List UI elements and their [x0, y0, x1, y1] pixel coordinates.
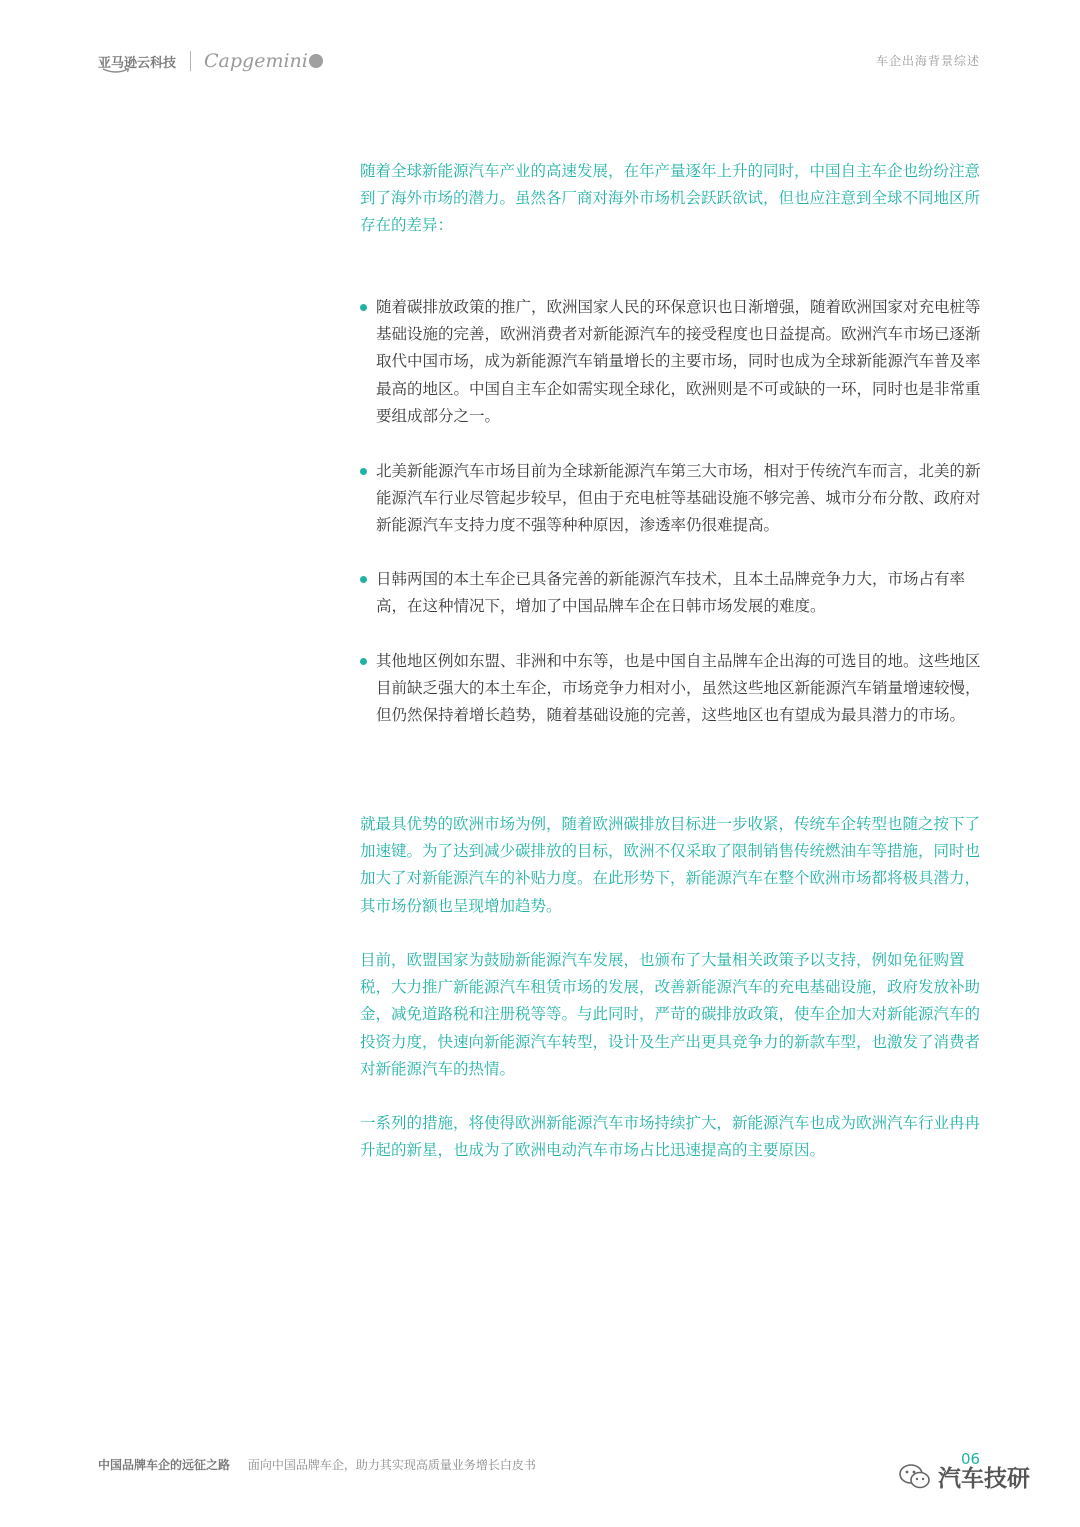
watermark-text: 汽车技研	[938, 1466, 1030, 1492]
bullet-dot-icon	[360, 576, 367, 583]
bullet-dot-icon	[360, 304, 367, 311]
bullet-item-europe	[360, 294, 990, 430]
logo-divider	[190, 51, 191, 71]
section-title: 车企出海背景综述	[875, 54, 980, 68]
eu-policy-paragraph-block	[360, 947, 990, 1083]
bullet-text: 北美新能源汽车市场目前为全球新能源汽车第三大市场，相对于传统汽车而言，北美的新能源汽车行业尽管起步较早，但由于充电桩等基础设施不够完善、城市分布分散、政府对新能源汽车支持力度不强等种种原因，渗透率仍很难提高。	[376, 462, 981, 535]
bullet-text: 日韩两国的本土车企已具备完善的新能源汽车技术，且本土品牌竞争力大，市场占有率高，在这种情况下，增加了中国品牌车企在日韩市场发展的难度。	[376, 570, 966, 616]
page-number: 06	[961, 1450, 981, 1468]
bullet-text: 随着碳排放政策的推广，欧洲国家人民的环保意识也日渐增强，随着欧洲国家对充电桩等基础设施的完善，欧洲消费者对新能源汽车的接受程度也日益提高。欧洲汽车市场已逐渐取代中国市场，成为新能源汽车销量增长的主要市场，同时也成为全球新能源汽车普及率最高的地区。中国自主车企如需实现全球化，欧洲则是不可或缺的一环，同时也是非常重要组成部分之一。	[376, 298, 981, 425]
europe-paragraph: 就最具优势的欧洲市场为例，随着欧洲碳排放目标进一步收紧，传统车企转型也随之按下了加速键。为了达到减少碳排放的目标，欧洲不仅采取了限制销售传统燃油车等措施，同时也加大了对新能源汽车的补贴力度。在此形势下，新能源汽车在整个欧洲市场都将极具潜力，其市场份额也呈现增加趋势。	[360, 815, 981, 915]
bullet-item-japan-korea	[360, 566, 990, 620]
region-bullet-list-3	[360, 566, 990, 620]
region-bullet-list	[360, 294, 990, 430]
footer-title: 中国品牌车企的远征之路	[98, 1458, 231, 1472]
conclusion-paragraph-block	[360, 1110, 990, 1164]
capgemini-logo	[204, 50, 323, 72]
page-footer	[98, 1456, 536, 1473]
bullet-dot-icon	[360, 468, 367, 475]
europe-paragraph-block	[360, 811, 990, 920]
intro-paragraph: 随着全球新能源汽车产业的高速发展，在年产量逐年上升的同时，中国自主车企也纷纷注意到了海外市场的潜力。虽然各厂商对海外市场机会跃跃欲试，但也应注意到全球不同地区所存在的差异：	[360, 162, 981, 235]
bullet-text: 其他地区例如东盟、非洲和中东等，也是中国自主品牌车企出海的可选目的地。这些地区目前缺乏强大的本土车企，市场竞争力相对小，虽然这些地区新能源汽车销量增速较慢，但仍然保持着增长趋势，随着基础设施的完善，这些地区也有望成为最具潜力的市场。	[376, 652, 981, 725]
amazon-logo	[98, 52, 176, 71]
wechat-icon	[898, 1462, 932, 1492]
bullet-item-north-america	[360, 458, 990, 540]
region-bullet-list-2	[360, 458, 990, 540]
header-logos	[98, 50, 323, 72]
footer-subtitle: 面向中国品牌车企，助力其实现高质量业务增长白皮书	[247, 1458, 536, 1472]
eu-policy-paragraph: 目前，欧盟国家为鼓励新能源汽车发展，也颁布了大量相关政策予以支持，例如免征购置税，大力推广新能源汽车租赁市场的发展，改善新能源汽车的充电基础设施，政府发放补助金，减免道路税和注册税等等。与此同时，严苛的碳排放政策，使车企加大对新能源汽车的投资力度，快速向新能源汽车转型，设计及生产出更具竞争力的新款车型，也激发了消费者对新能源汽车的热情。	[360, 951, 981, 1078]
amazon-logo-text: 亚马逊云科技	[98, 55, 177, 71]
wechat-watermark	[898, 1460, 1030, 1493]
bullet-dot-icon	[360, 658, 367, 665]
amazon-smile-icon	[102, 68, 130, 74]
capgemini-logo-text: Capgemini	[204, 50, 308, 72]
bullet-item-other-regions	[360, 648, 990, 730]
intro-block	[360, 158, 990, 240]
capgemini-spade-icon	[309, 54, 323, 68]
conclusion-paragraph: 一系列的措施，将使得欧洲新能源汽车市场持续扩大，新能源汽车也成为欧洲汽车行业冉冉升起的新星，也成为了欧洲电动汽车市场占比迅速提高的主要原因。	[360, 1114, 981, 1160]
region-bullet-list-4	[360, 648, 990, 730]
